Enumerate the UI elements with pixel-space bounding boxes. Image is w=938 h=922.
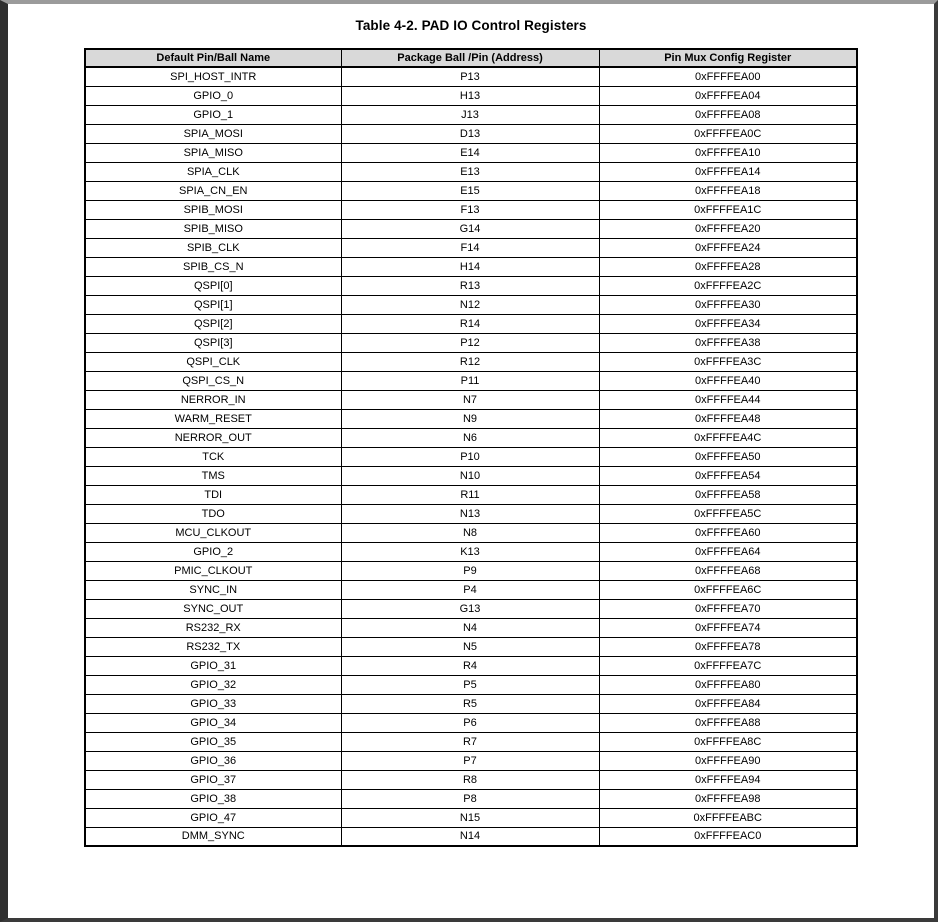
header-row: [85, 49, 857, 67]
table-row: [85, 504, 857, 523]
table-row: [85, 447, 857, 466]
table-row: [85, 732, 857, 751]
cell-ball-pin: D13: [341, 124, 599, 143]
cell-register: 0xFFFFEA8C: [599, 732, 857, 751]
cell-register: 0xFFFFEA30: [599, 295, 857, 314]
cell-register: 0xFFFFEA78: [599, 637, 857, 656]
table-row: [85, 181, 857, 200]
cell-ball-pin: H14: [341, 257, 599, 276]
cell-register: 0xFFFFEA1C: [599, 200, 857, 219]
cell-pin-name: RS232_TX: [85, 637, 341, 656]
table-header: [85, 49, 857, 67]
table-row: [85, 466, 857, 485]
cell-register: 0xFFFFEA64: [599, 542, 857, 561]
cell-pin-name: TCK: [85, 447, 341, 466]
cell-pin-name: QSPI[3]: [85, 333, 341, 352]
cell-pin-name: TDO: [85, 504, 341, 523]
table-row: [85, 86, 857, 105]
cell-register: 0xFFFFEA7C: [599, 656, 857, 675]
column-header-pin-name: Default Pin/Ball Name: [85, 49, 341, 67]
table-row: [85, 257, 857, 276]
cell-register: 0xFFFFEA70: [599, 599, 857, 618]
cell-pin-name: TDI: [85, 485, 341, 504]
table-row: [85, 542, 857, 561]
cell-ball-pin: N8: [341, 523, 599, 542]
cell-register: 0xFFFFEABC: [599, 808, 857, 827]
cell-register: 0xFFFFEA2C: [599, 276, 857, 295]
cell-pin-name: SPIB_CLK: [85, 238, 341, 257]
cell-pin-name: DMM_SYNC: [85, 827, 341, 846]
cell-pin-name: SPIB_MISO: [85, 219, 341, 238]
cell-pin-name: NERROR_OUT: [85, 428, 341, 447]
cell-ball-pin: N4: [341, 618, 599, 637]
cell-ball-pin: E13: [341, 162, 599, 181]
cell-ball-pin: N6: [341, 428, 599, 447]
cell-pin-name: GPIO_32: [85, 675, 341, 694]
table-row: [85, 219, 857, 238]
cell-pin-name: SPIA_MOSI: [85, 124, 341, 143]
table-row: [85, 371, 857, 390]
cell-ball-pin: R8: [341, 770, 599, 789]
cell-ball-pin: E15: [341, 181, 599, 200]
cell-ball-pin: P8: [341, 789, 599, 808]
table-row: [85, 105, 857, 124]
cell-register: 0xFFFFEA6C: [599, 580, 857, 599]
cell-ball-pin: P6: [341, 713, 599, 732]
cell-ball-pin: P12: [341, 333, 599, 352]
cell-ball-pin: J13: [341, 105, 599, 124]
pad-io-registers-table: [84, 48, 858, 847]
cell-pin-name: SYNC_IN: [85, 580, 341, 599]
table-row: [85, 808, 857, 827]
table-row: [85, 314, 857, 333]
table-row: [85, 770, 857, 789]
cell-pin-name: GPIO_1: [85, 105, 341, 124]
cell-pin-name: MCU_CLKOUT: [85, 523, 341, 542]
table-row: [85, 428, 857, 447]
cell-register: 0xFFFFEA04: [599, 86, 857, 105]
cell-register: 0xFFFFEA58: [599, 485, 857, 504]
cell-ball-pin: P5: [341, 675, 599, 694]
cell-register: 0xFFFFEA10: [599, 143, 857, 162]
cell-register: 0xFFFFEA94: [599, 770, 857, 789]
cell-ball-pin: P10: [341, 447, 599, 466]
cell-ball-pin: R4: [341, 656, 599, 675]
cell-pin-name: SPIB_MOSI: [85, 200, 341, 219]
cell-ball-pin: P13: [341, 67, 599, 86]
cell-register: 0xFFFFEA60: [599, 523, 857, 542]
table-row: [85, 238, 857, 257]
cell-register: 0xFFFFEA34: [599, 314, 857, 333]
cell-pin-name: GPIO_47: [85, 808, 341, 827]
cell-register: 0xFFFFEA88: [599, 713, 857, 732]
cell-register: 0xFFFFEA14: [599, 162, 857, 181]
table-title: Table 4-2. PAD IO Control Registers: [355, 18, 587, 33]
cell-pin-name: SPIA_MISO: [85, 143, 341, 162]
cell-pin-name: GPIO_34: [85, 713, 341, 732]
table-row: [85, 485, 857, 504]
cell-register: 0xFFFFEA48: [599, 409, 857, 428]
column-header-pin-mux-register: Pin Mux Config Register: [599, 49, 857, 67]
cell-ball-pin: N12: [341, 295, 599, 314]
cell-pin-name: GPIO_36: [85, 751, 341, 770]
cell-register: 0xFFFFEA90: [599, 751, 857, 770]
cell-register: 0xFFFFEA4C: [599, 428, 857, 447]
cell-register: 0xFFFFEA0C: [599, 124, 857, 143]
table-row: [85, 827, 857, 846]
table-row: [85, 333, 857, 352]
cell-ball-pin: F13: [341, 200, 599, 219]
cell-register: 0xFFFFEA68: [599, 561, 857, 580]
table-row: [85, 789, 857, 808]
table-row: [85, 523, 857, 542]
table-row: [85, 675, 857, 694]
cell-ball-pin: N10: [341, 466, 599, 485]
cell-register: 0xFFFFEA40: [599, 371, 857, 390]
cell-ball-pin: G14: [341, 219, 599, 238]
cell-register: 0xFFFFEA74: [599, 618, 857, 637]
table-row: [85, 352, 857, 371]
cell-pin-name: GPIO_2: [85, 542, 341, 561]
cell-pin-name: QSPI[1]: [85, 295, 341, 314]
table-row: [85, 618, 857, 637]
cell-pin-name: PMIC_CLKOUT: [85, 561, 341, 580]
cell-register: 0xFFFFEAC0: [599, 827, 857, 846]
cell-pin-name: RS232_RX: [85, 618, 341, 637]
cell-pin-name: QSPI[0]: [85, 276, 341, 295]
table-row: [85, 656, 857, 675]
cell-register: 0xFFFFEA54: [599, 466, 857, 485]
cell-ball-pin: R7: [341, 732, 599, 751]
cell-register: 0xFFFFEA28: [599, 257, 857, 276]
cell-register: 0xFFFFEA38: [599, 333, 857, 352]
table-row: [85, 713, 857, 732]
column-header-package-ball: Package Ball /Pin (Address): [341, 49, 599, 67]
cell-ball-pin: E14: [341, 143, 599, 162]
cell-pin-name: GPIO_38: [85, 789, 341, 808]
cell-pin-name: SYNC_OUT: [85, 599, 341, 618]
cell-register: 0xFFFFEA84: [599, 694, 857, 713]
cell-ball-pin: H13: [341, 86, 599, 105]
table-row: [85, 276, 857, 295]
cell-register: 0xFFFFEA08: [599, 105, 857, 124]
cell-register: 0xFFFFEA18: [599, 181, 857, 200]
cell-pin-name: QSPI[2]: [85, 314, 341, 333]
cell-ball-pin: F14: [341, 238, 599, 257]
cell-ball-pin: N14: [341, 827, 599, 846]
cell-pin-name: TMS: [85, 466, 341, 485]
cell-register: 0xFFFFEA44: [599, 390, 857, 409]
cell-pin-name: SPIA_CN_EN: [85, 181, 341, 200]
cell-ball-pin: N9: [341, 409, 599, 428]
cell-pin-name: GPIO_31: [85, 656, 341, 675]
cell-pin-name: GPIO_37: [85, 770, 341, 789]
cell-ball-pin: G13: [341, 599, 599, 618]
cell-pin-name: GPIO_35: [85, 732, 341, 751]
cell-pin-name: SPI_HOST_INTR: [85, 67, 341, 86]
cell-ball-pin: R11: [341, 485, 599, 504]
cell-register: 0xFFFFEA3C: [599, 352, 857, 371]
cell-pin-name: QSPI_CS_N: [85, 371, 341, 390]
cell-register: 0xFFFFEA50: [599, 447, 857, 466]
cell-pin-name: SPIA_CLK: [85, 162, 341, 181]
table-row: [85, 751, 857, 770]
cell-pin-name: GPIO_33: [85, 694, 341, 713]
cell-register: 0xFFFFEA24: [599, 238, 857, 257]
cell-ball-pin: R14: [341, 314, 599, 333]
cell-register: 0xFFFFEA00: [599, 67, 857, 86]
table-row: [85, 694, 857, 713]
table-row: [85, 295, 857, 314]
table-row: [85, 143, 857, 162]
cell-ball-pin: N7: [341, 390, 599, 409]
cell-register: 0xFFFFEA98: [599, 789, 857, 808]
table-row: [85, 637, 857, 656]
cell-ball-pin: N13: [341, 504, 599, 523]
table-row: [85, 599, 857, 618]
table-row: [85, 561, 857, 580]
cell-pin-name: QSPI_CLK: [85, 352, 341, 371]
cell-pin-name: WARM_RESET: [85, 409, 341, 428]
table-row: [85, 200, 857, 219]
table-row: [85, 580, 857, 599]
cell-register: 0xFFFFEA80: [599, 675, 857, 694]
cell-pin-name: SPIB_CS_N: [85, 257, 341, 276]
table-row: [85, 409, 857, 428]
cell-ball-pin: K13: [341, 542, 599, 561]
table-row: [85, 390, 857, 409]
cell-ball-pin: P7: [341, 751, 599, 770]
cell-ball-pin: P4: [341, 580, 599, 599]
cell-register: 0xFFFFEA5C: [599, 504, 857, 523]
cell-ball-pin: R5: [341, 694, 599, 713]
cell-ball-pin: R12: [341, 352, 599, 371]
cell-ball-pin: P11: [341, 371, 599, 390]
table-row: [85, 124, 857, 143]
cell-pin-name: GPIO_0: [85, 86, 341, 105]
cell-ball-pin: N5: [341, 637, 599, 656]
table-row: [85, 67, 857, 86]
table-row: [85, 162, 857, 181]
cell-register: 0xFFFFEA20: [599, 219, 857, 238]
cell-ball-pin: N15: [341, 808, 599, 827]
table-body: [85, 67, 857, 846]
cell-pin-name: NERROR_IN: [85, 390, 341, 409]
cell-ball-pin: P9: [341, 561, 599, 580]
cell-ball-pin: R13: [341, 276, 599, 295]
